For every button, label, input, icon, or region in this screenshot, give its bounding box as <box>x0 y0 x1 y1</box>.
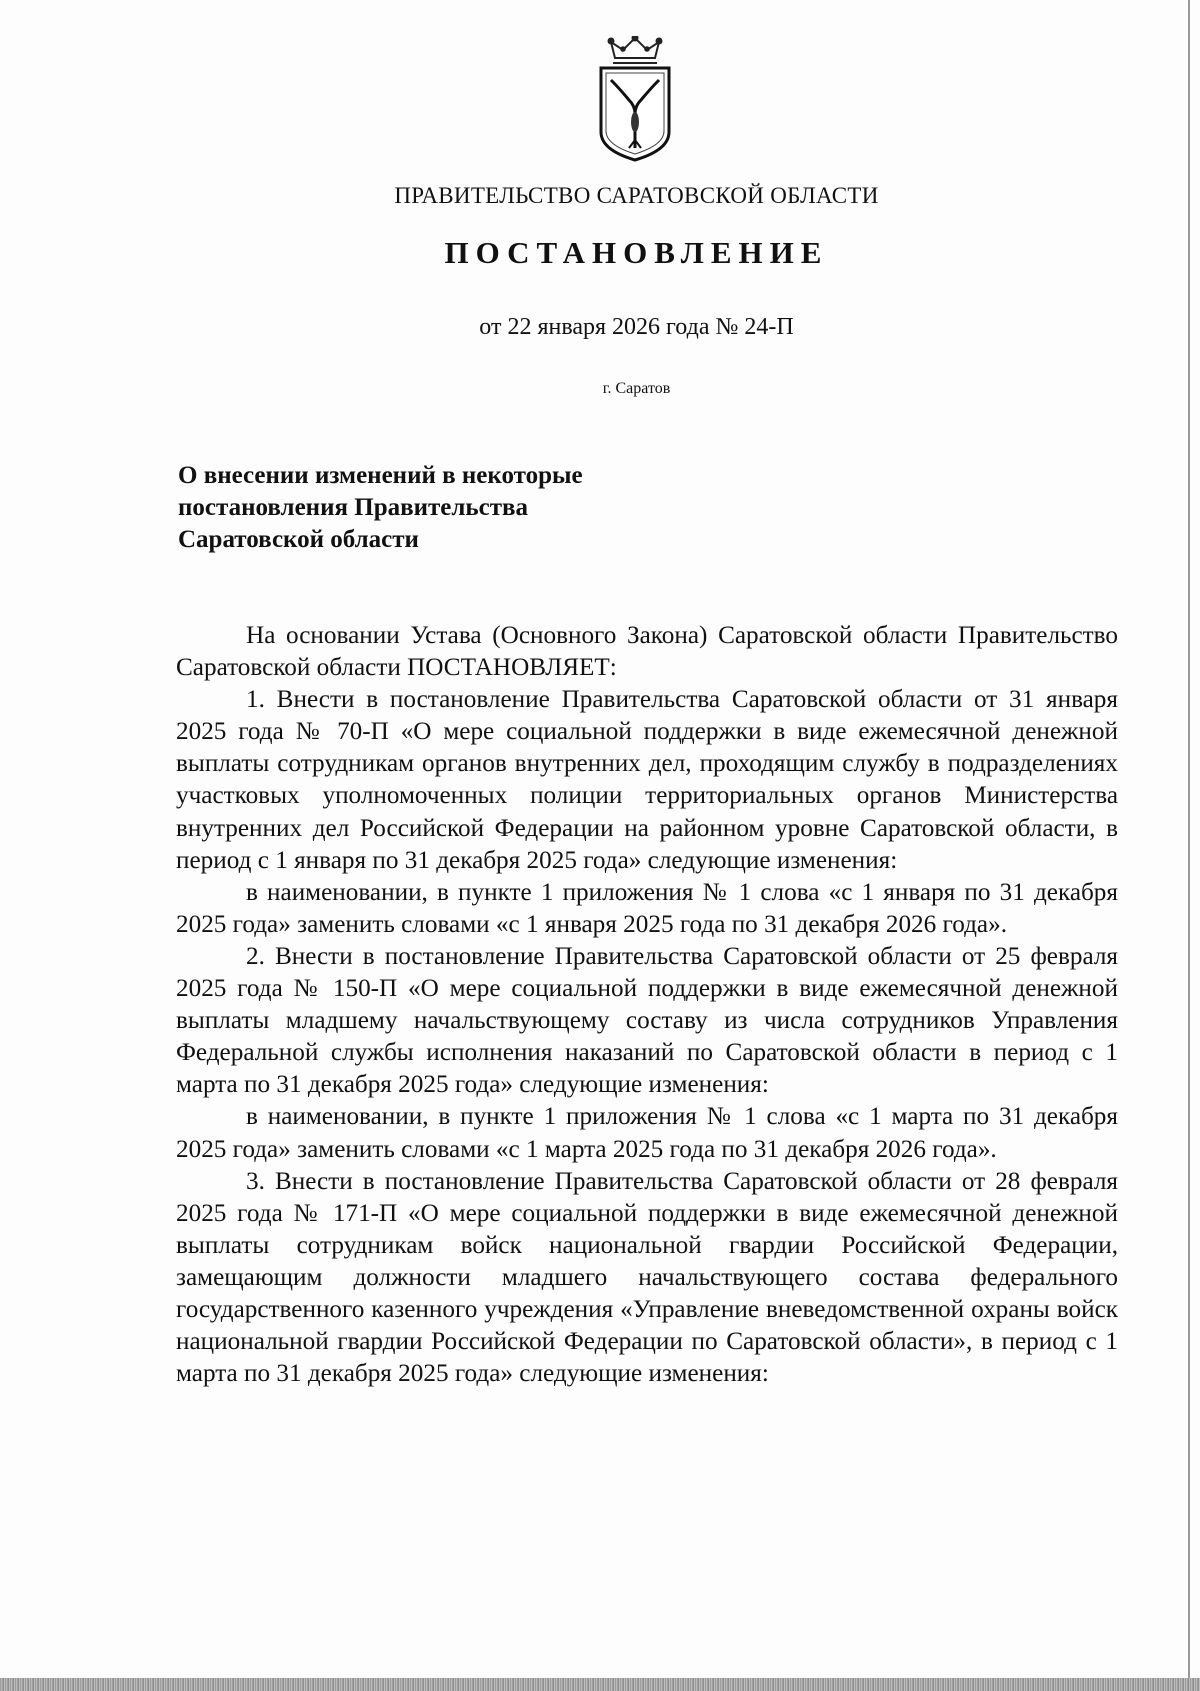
coat-of-arms-emblem <box>595 36 675 162</box>
subject-line: О внесении изменений в некоторые <box>178 462 583 489</box>
body-paragraph-item-3: 3. Внести в постановление Правительства Саратовской области от 28 февраля 2025 года № 171-П «О мере социальной поддержки в виде ежемесячной денежной выплаты сотрудникам войск национальной гвардии Российской Федерации, замещающим должности младшего начальствующего состава федерального государственного казенного учреждения «Управление вневедомственной охраны войск национальной гвардии Российской Федерации по Саратовской области», в период с 1 марта по 31 декабря 2025 года» следующие изменения: <box>176 1167 1118 1388</box>
scan-edge-right <box>1188 0 1190 1691</box>
body-paragraph-item-1-change: в наименовании, в пункте 1 приложения № 1 слова «с 1 января по 31 декабря 2025 года» заменить словами «с 1 января 2025 года по 31 декабря 2026 года». <box>176 878 1118 938</box>
document-city: г. Саратов <box>602 380 671 397</box>
scan-edge-bottom <box>0 1678 1200 1691</box>
document-date-number: от 22 января 2026 года № 24-П <box>479 314 794 340</box>
document-subject <box>178 460 698 556</box>
subject-line: Саратовской области <box>178 526 419 553</box>
crown-icon <box>609 36 662 63</box>
body-paragraph-item-2: 2. Внести в постановление Правительства Саратовской области от 25 февраля 2025 года № 150-П «О мере социальной поддержки в виде ежемесячной денежной выплаты младшему начальствующему составу из числа сотрудников Управления Федеральной службы исполнения наказаний по Саратовской области в период с 1 марта по 31 декабря 2025 года» следующие изменения: <box>176 942 1118 1099</box>
shield-icon <box>601 68 669 160</box>
subject-line: постановления Правительства <box>178 494 528 521</box>
body-paragraph-item-1: 1. Внести в постановление Правительства Саратовской области от 31 января 2025 года № 70-П «О мере социальной поддержки в виде ежемесячной денежной выплаты сотрудникам органов внутренних дел, проходящим службу в подразделениях участковых уполномоченных полиции территориальных органов Министерства внутренних дел Российской Федерации на районном уровне Саратовской области, в период с 1 января по 31 декабря 2025 года» следующие изменения: <box>176 686 1118 874</box>
body-paragraph-preamble: На основании Устава (Основного Закона) Саратовской области Правительство Саратовской области ПОСТАНОВЛЯЕТ: <box>176 622 1118 682</box>
document-type-title: ПОСТАНОВЛЕНИЕ <box>444 235 829 270</box>
body-paragraph-item-2-change: в наименовании, в пункте 1 приложения № 1 слова «с 1 марта по 31 декабря 2025 года» заменить словами «с 1 марта 2025 года по 31 декабря 2026 года». <box>176 1103 1118 1163</box>
organization-name: ПРАВИТЕЛЬСТВО САРАТОВСКОЙ ОБЛАСТИ <box>394 183 879 208</box>
document-body <box>176 620 1118 1390</box>
